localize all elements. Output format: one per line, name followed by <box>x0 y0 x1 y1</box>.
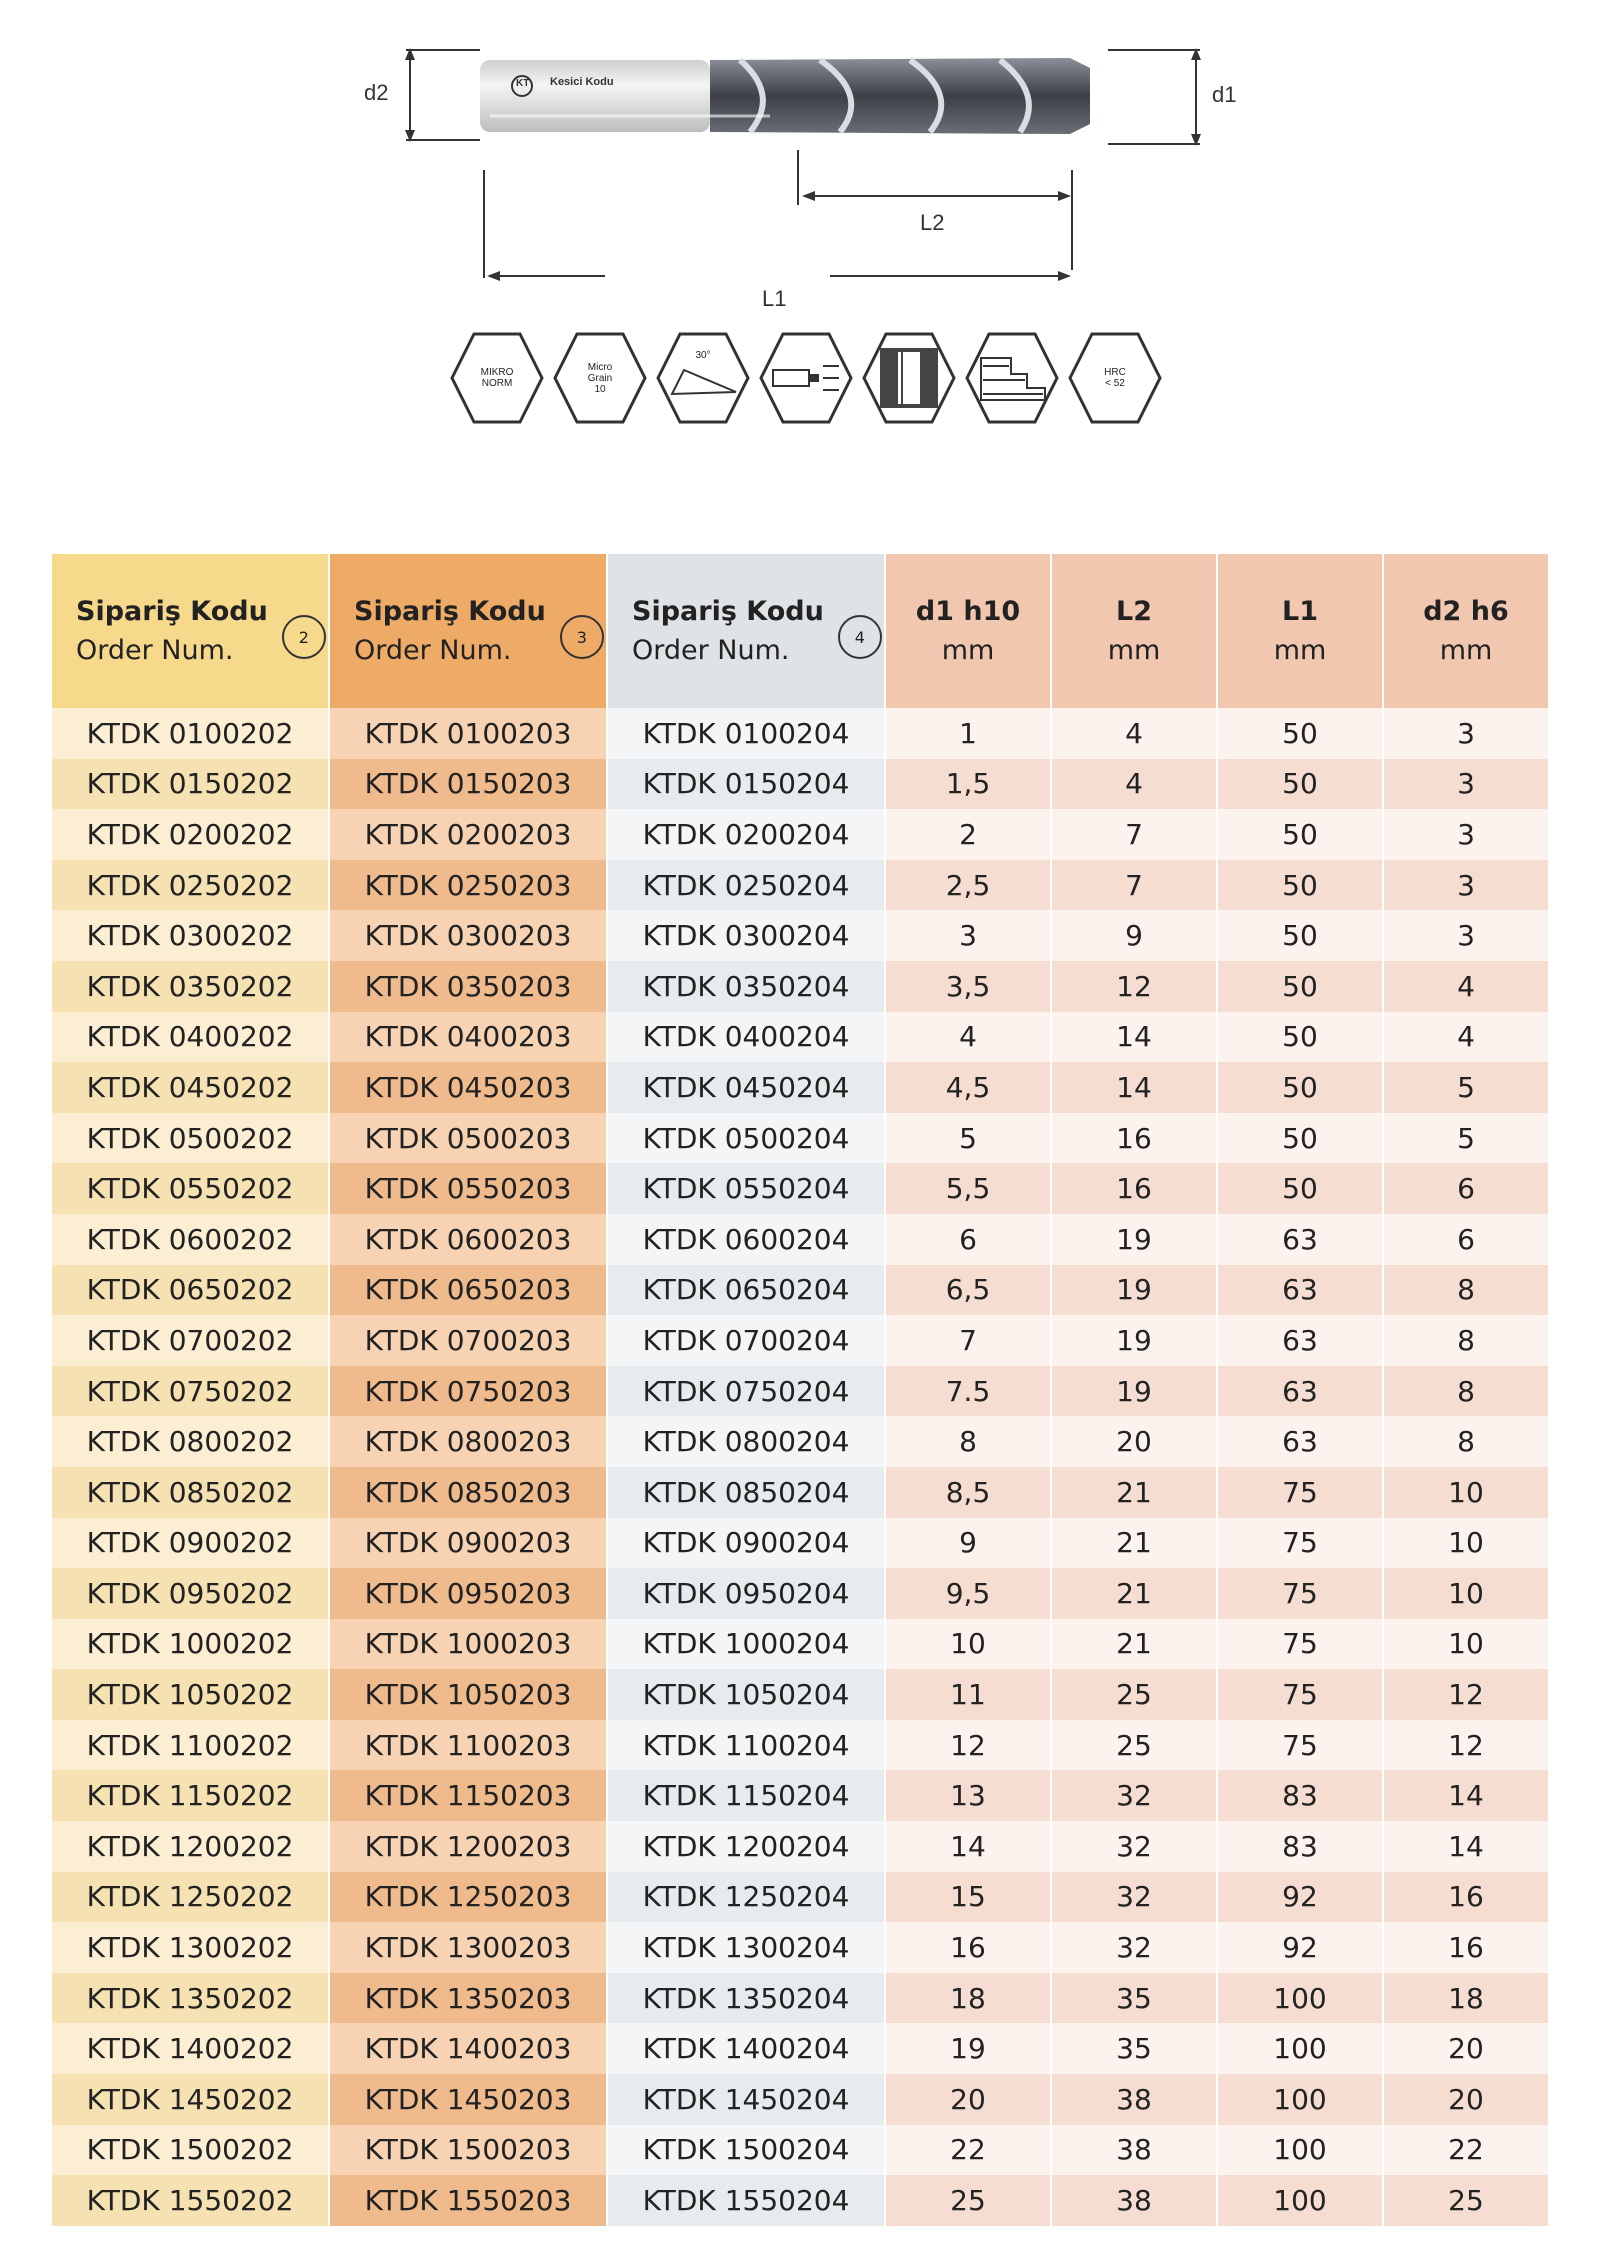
table-row <box>52 1113 1550 1164</box>
logo-text: KT <box>516 78 530 89</box>
table-row <box>52 1062 1550 1113</box>
table-row <box>52 1467 1550 1518</box>
d2-cell: 3 <box>1384 708 1550 759</box>
l2-cell: 14 <box>1052 1012 1218 1063</box>
table-row <box>52 910 1550 961</box>
order-num-2-cell: KTDK 0400202 <box>52 1012 330 1063</box>
order-num-3-cell: KTDK 1400203 <box>330 2023 608 2074</box>
header-d2: d2 h6 mm <box>1384 554 1550 708</box>
order-num-2-cell: KTDK 1350202 <box>52 1973 330 2024</box>
order-num-3-cell: KTDK 1250203 <box>330 1872 608 1923</box>
l2-cell: 16 <box>1052 1113 1218 1164</box>
d1-cell: 20 <box>886 2074 1052 2125</box>
order-num-2-cell: KTDK 1500202 <box>52 2125 330 2176</box>
d2-cell: 8 <box>1384 1416 1550 1467</box>
order-num-4-cell: KTDK 1250204 <box>608 1872 886 1923</box>
order-num-4-cell: KTDK 0700204 <box>608 1315 886 1366</box>
l1-cell: 75 <box>1218 1669 1384 1720</box>
l1-cell: 63 <box>1218 1214 1384 1265</box>
d1-cell: 11 <box>886 1669 1052 1720</box>
order-num-2-cell: KTDK 0750202 <box>52 1366 330 1417</box>
d1-cell: 22 <box>886 2125 1052 2176</box>
order-num-4-cell: KTDK 1100204 <box>608 1720 886 1771</box>
order-num-2-cell: KTDK 1100202 <box>52 1720 330 1771</box>
table-row <box>52 2175 1550 2226</box>
order-num-3-cell: KTDK 0200203 <box>330 809 608 860</box>
l2-cell: 32 <box>1052 1821 1218 1872</box>
order-num-3-cell: KTDK 1150203 <box>330 1770 608 1821</box>
table-header-row <box>52 554 1550 708</box>
order-num-2-cell: KTDK 0250202 <box>52 860 330 911</box>
table-row <box>52 1366 1550 1417</box>
table-row <box>52 1821 1550 1872</box>
d2-cell: 6 <box>1384 1163 1550 1214</box>
l2-cell: 35 <box>1052 2023 1218 2074</box>
l1-cell: 100 <box>1218 2175 1384 2226</box>
order-num-4-cell: KTDK 1300204 <box>608 1922 886 1973</box>
order-num-2-cell: KTDK 0800202 <box>52 1416 330 1467</box>
order-num-2-cell: KTDK 0950202 <box>52 1568 330 1619</box>
l1-cell: 50 <box>1218 1012 1384 1063</box>
l2-cell: 25 <box>1052 1669 1218 1720</box>
order-num-4-cell: KTDK 0450204 <box>608 1062 886 1113</box>
l1-cell: 50 <box>1218 1163 1384 1214</box>
l1-cell: 92 <box>1218 1872 1384 1923</box>
l1-cell: 50 <box>1218 759 1384 810</box>
order-num-3-cell: KTDK 1100203 <box>330 1720 608 1771</box>
l1-cell: 75 <box>1218 1568 1384 1619</box>
d1-cell: 2 <box>886 809 1052 860</box>
d1-cell: 12 <box>886 1720 1052 1771</box>
table-row <box>52 961 1550 1012</box>
order-num-4-cell: KTDK 0400204 <box>608 1012 886 1063</box>
order-num-3-cell: KTDK 0700203 <box>330 1315 608 1366</box>
l1-cell: 50 <box>1218 708 1384 759</box>
d1-cell: 9 <box>886 1518 1052 1569</box>
l2-cell: 20 <box>1052 1416 1218 1467</box>
d2-cell: 12 <box>1384 1720 1550 1771</box>
l2-cell: 19 <box>1052 1366 1218 1417</box>
d2-cell: 20 <box>1384 2074 1550 2125</box>
order-num-2-cell: KTDK 1550202 <box>52 2175 330 2226</box>
order-num-4-cell: KTDK 0600204 <box>608 1214 886 1265</box>
d1-cell: 1 <box>886 708 1052 759</box>
table-row <box>52 1973 1550 2024</box>
d2-cell: 16 <box>1384 1872 1550 1923</box>
order-num-4-cell: KTDK 0200204 <box>608 809 886 860</box>
l2-cell: 19 <box>1052 1214 1218 1265</box>
table-row <box>52 809 1550 860</box>
order-num-4-cell: KTDK 0900204 <box>608 1518 886 1569</box>
l1-cell: 100 <box>1218 2074 1384 2125</box>
l2-cell: 16 <box>1052 1163 1218 1214</box>
d1-cell: 10 <box>886 1619 1052 1670</box>
table-row <box>52 2074 1550 2125</box>
table-row <box>52 1163 1550 1214</box>
header-order-num-2: Sipariş Kodu Order Num. 2 <box>52 554 330 708</box>
order-num-3-cell: KTDK 0900203 <box>330 1518 608 1569</box>
l1-cell: 50 <box>1218 1062 1384 1113</box>
d1-cell: 9,5 <box>886 1568 1052 1619</box>
order-num-3-cell: KTDK 0100203 <box>330 708 608 759</box>
table-row <box>52 1315 1550 1366</box>
d2-label: d2 <box>364 80 389 105</box>
d1-cell: 6 <box>886 1214 1052 1265</box>
l2-cell: 32 <box>1052 1872 1218 1923</box>
l2-cell: 14 <box>1052 1062 1218 1113</box>
order-num-4-cell: KTDK 0750204 <box>608 1366 886 1417</box>
l2-cell: 38 <box>1052 2074 1218 2125</box>
order-num-3-cell: KTDK 0300203 <box>330 910 608 961</box>
table-row <box>52 759 1550 810</box>
l2-cell: 35 <box>1052 1973 1218 2024</box>
l1-cell: 75 <box>1218 1720 1384 1771</box>
order-num-4-cell: KTDK 0150204 <box>608 759 886 810</box>
micro-grain-icon: Micro Grain 10 <box>553 330 647 426</box>
l2-cell: 21 <box>1052 1467 1218 1518</box>
order-num-4-cell: KTDK 0950204 <box>608 1568 886 1619</box>
l1-cell: 63 <box>1218 1265 1384 1316</box>
d1-cell: 25 <box>886 2175 1052 2226</box>
d2-cell: 10 <box>1384 1568 1550 1619</box>
order-num-4-cell: KTDK 1200204 <box>608 1821 886 1872</box>
order-num-3-cell: KTDK 1350203 <box>330 1973 608 2024</box>
table-row <box>52 1265 1550 1316</box>
d1-cell: 7.5 <box>886 1366 1052 1417</box>
order-num-3-cell: KTDK 0250203 <box>330 860 608 911</box>
order-num-4-cell: KTDK 0650204 <box>608 1265 886 1316</box>
order-num-3-cell: KTDK 0400203 <box>330 1012 608 1063</box>
table-row <box>52 2023 1550 2074</box>
d2-cell: 4 <box>1384 961 1550 1012</box>
d2-cell: 12 <box>1384 1669 1550 1720</box>
d1-cell: 16 <box>886 1922 1052 1973</box>
l1-cell: 50 <box>1218 1113 1384 1164</box>
order-num-3-cell: KTDK 1500203 <box>330 2125 608 2176</box>
header-d1: d1 h10 mm <box>886 554 1052 708</box>
order-num-3-cell: KTDK 0150203 <box>330 759 608 810</box>
order-num-4-cell: KTDK 0500204 <box>608 1113 886 1164</box>
order-num-2-cell: KTDK 0350202 <box>52 961 330 1012</box>
shank-brand-text: Kesici Kodu <box>550 76 614 88</box>
order-num-2-cell: KTDK 0300202 <box>52 910 330 961</box>
l2-cell: 32 <box>1052 1770 1218 1821</box>
d2-cell: 18 <box>1384 1973 1550 2024</box>
d1-label: d1 <box>1212 82 1237 107</box>
d1-cell: 2,5 <box>886 860 1052 911</box>
l1-cell: 50 <box>1218 961 1384 1012</box>
hardness-icon: HRC < 52 <box>1068 330 1162 426</box>
table-row <box>52 1872 1550 1923</box>
order-num-4-cell: KTDK 1550204 <box>608 2175 886 2226</box>
order-num-2-cell: KTDK 0650202 <box>52 1265 330 1316</box>
order-num-2-cell: KTDK 1250202 <box>52 1872 330 1923</box>
d1-cell: 8,5 <box>886 1467 1052 1518</box>
d2-cell: 10 <box>1384 1518 1550 1569</box>
order-num-2-cell: KTDK 1200202 <box>52 1821 330 1872</box>
order-num-3-cell: KTDK 0600203 <box>330 1214 608 1265</box>
order-num-3-cell: KTDK 0500203 <box>330 1113 608 1164</box>
order-num-4-cell: KTDK 0300204 <box>608 910 886 961</box>
d1-cell: 5,5 <box>886 1163 1052 1214</box>
l2-cell: 7 <box>1052 860 1218 911</box>
l2-cell: 38 <box>1052 2175 1218 2226</box>
l1-cell: 75 <box>1218 1619 1384 1670</box>
d2-cell: 20 <box>1384 2023 1550 2074</box>
header-l1: L1 mm <box>1218 554 1384 708</box>
d2-cell: 16 <box>1384 1922 1550 1973</box>
order-num-3-cell: KTDK 0750203 <box>330 1366 608 1417</box>
table-row <box>52 1568 1550 1619</box>
badge-4: 4 <box>838 615 882 659</box>
l2-cell: 12 <box>1052 961 1218 1012</box>
d2-cell: 8 <box>1384 1315 1550 1366</box>
order-num-3-cell: KTDK 0650203 <box>330 1265 608 1316</box>
tool-shank <box>480 60 710 132</box>
d1-cell: 1,5 <box>886 759 1052 810</box>
end-mill-diagram <box>350 20 1250 320</box>
d1-cell: 8 <box>886 1416 1052 1467</box>
order-num-4-cell: KTDK 0800204 <box>608 1416 886 1467</box>
l1-cell: 63 <box>1218 1366 1384 1417</box>
table-row <box>52 1619 1550 1670</box>
coating-icon <box>759 330 853 426</box>
order-num-4-cell: KTDK 0100204 <box>608 708 886 759</box>
d2-cell: 5 <box>1384 1062 1550 1113</box>
helix-angle-icon: 30° <box>656 330 750 426</box>
order-num-2-cell: KTDK 0900202 <box>52 1518 330 1569</box>
order-num-2-cell: KTDK 1000202 <box>52 1619 330 1670</box>
d1-cell: 14 <box>886 1821 1052 1872</box>
order-num-3-cell: KTDK 0550203 <box>330 1163 608 1214</box>
header-l2: L2 mm <box>1052 554 1218 708</box>
order-num-3-cell: KTDK 0350203 <box>330 961 608 1012</box>
l1-cell: 50 <box>1218 910 1384 961</box>
d2-cell: 4 <box>1384 1012 1550 1063</box>
l2-cell: 19 <box>1052 1315 1218 1366</box>
order-num-2-cell: KTDK 0100202 <box>52 708 330 759</box>
order-num-4-cell: KTDK 0350204 <box>608 961 886 1012</box>
d2-cell: 10 <box>1384 1467 1550 1518</box>
l2-cell: 21 <box>1052 1568 1218 1619</box>
l1-cell: 92 <box>1218 1922 1384 1973</box>
badge-2: 2 <box>282 615 326 659</box>
l2-cell: 4 <box>1052 759 1218 810</box>
order-num-2-cell: KTDK 1450202 <box>52 2074 330 2125</box>
order-num-3-cell: KTDK 1450203 <box>330 2074 608 2125</box>
l1-cell: 75 <box>1218 1467 1384 1518</box>
d2-cell: 3 <box>1384 759 1550 810</box>
order-num-2-cell: KTDK 0500202 <box>52 1113 330 1164</box>
d2-cell: 22 <box>1384 2125 1550 2176</box>
table-row <box>52 708 1550 759</box>
order-num-2-cell: KTDK 1150202 <box>52 1770 330 1821</box>
l1-cell: 100 <box>1218 1973 1384 2024</box>
order-num-4-cell: KTDK 0250204 <box>608 860 886 911</box>
order-num-4-cell: KTDK 1350204 <box>608 1973 886 2024</box>
order-num-2-cell: KTDK 0700202 <box>52 1315 330 1366</box>
order-num-3-cell: KTDK 1300203 <box>330 1922 608 1973</box>
order-num-4-cell: KTDK 0850204 <box>608 1467 886 1518</box>
header-order-num-4: Sipariş Kodu Order Num. 4 <box>608 554 886 708</box>
order-num-3-cell: KTDK 0800203 <box>330 1416 608 1467</box>
l2-cell: 4 <box>1052 708 1218 759</box>
order-number-table <box>52 554 1550 2226</box>
order-num-3-cell: KTDK 1000203 <box>330 1619 608 1670</box>
table-row <box>52 1214 1550 1265</box>
l1-label: L1 <box>762 286 787 311</box>
l1-cell: 83 <box>1218 1821 1384 1872</box>
micro-norm-icon: MIKRO NORM <box>450 330 544 426</box>
l2-cell: 7 <box>1052 809 1218 860</box>
d2-cell: 3 <box>1384 910 1550 961</box>
order-num-4-cell: KTDK 1150204 <box>608 1770 886 1821</box>
d2-cell: 14 <box>1384 1770 1550 1821</box>
table-row <box>52 1922 1550 1973</box>
l1-cell: 75 <box>1218 1518 1384 1569</box>
table-row <box>52 1518 1550 1569</box>
l1-cell: 63 <box>1218 1416 1384 1467</box>
order-num-3-cell: KTDK 0950203 <box>330 1568 608 1619</box>
order-num-4-cell: KTDK 1400204 <box>608 2023 886 2074</box>
d2-cell: 25 <box>1384 2175 1550 2226</box>
l2-cell: 9 <box>1052 910 1218 961</box>
l1-cell: 100 <box>1218 2125 1384 2176</box>
l2-cell: 25 <box>1052 1720 1218 1771</box>
table-body <box>52 708 1550 2226</box>
order-num-2-cell: KTDK 1300202 <box>52 1922 330 1973</box>
order-num-2-cell: KTDK 0200202 <box>52 809 330 860</box>
order-num-4-cell: KTDK 0550204 <box>608 1163 886 1214</box>
table-row <box>52 1416 1550 1467</box>
table-row <box>52 1720 1550 1771</box>
d1-cell: 15 <box>886 1872 1052 1923</box>
l1-cell: 100 <box>1218 2023 1384 2074</box>
order-num-4-cell: KTDK 1000204 <box>608 1619 886 1670</box>
order-num-4-cell: KTDK 1450204 <box>608 2074 886 2125</box>
order-num-4-cell: KTDK 1050204 <box>608 1669 886 1720</box>
d1-cell: 3,5 <box>886 961 1052 1012</box>
d1-cell: 5 <box>886 1113 1052 1164</box>
order-num-2-cell: KTDK 1400202 <box>52 2023 330 2074</box>
l2-cell: 21 <box>1052 1619 1218 1670</box>
table-row <box>52 1770 1550 1821</box>
flute-count-icon <box>862 330 956 426</box>
tool-flutes <box>710 58 1090 134</box>
order-num-3-cell: KTDK 1200203 <box>330 1821 608 1872</box>
d2-cell: 8 <box>1384 1265 1550 1316</box>
d1-cell: 4 <box>886 1012 1052 1063</box>
d1-cell: 19 <box>886 2023 1052 2074</box>
badge-3: 3 <box>560 615 604 659</box>
d2-cell: 10 <box>1384 1619 1550 1670</box>
order-num-3-cell: KTDK 0450203 <box>330 1062 608 1113</box>
table-row <box>52 1012 1550 1063</box>
d2-cell: 3 <box>1384 860 1550 911</box>
d1-cell: 6,5 <box>886 1265 1052 1316</box>
table-row <box>52 2125 1550 2176</box>
order-num-4-cell: KTDK 1500204 <box>608 2125 886 2176</box>
l1-cell: 50 <box>1218 860 1384 911</box>
order-num-2-cell: KTDK 0150202 <box>52 759 330 810</box>
l2-label: L2 <box>920 210 945 235</box>
d2-cell: 14 <box>1384 1821 1550 1872</box>
d1-cell: 13 <box>886 1770 1052 1821</box>
order-num-2-cell: KTDK 1050202 <box>52 1669 330 1720</box>
l2-cell: 19 <box>1052 1265 1218 1316</box>
order-num-3-cell: KTDK 0850203 <box>330 1467 608 1518</box>
d1-cell: 3 <box>886 910 1052 961</box>
stepped-icon <box>965 330 1059 426</box>
table-row <box>52 860 1550 911</box>
l2-cell: 21 <box>1052 1518 1218 1569</box>
header-order-num-3: Sipariş Kodu Order Num. 3 <box>330 554 608 708</box>
order-num-2-cell: KTDK 0450202 <box>52 1062 330 1113</box>
order-num-2-cell: KTDK 0600202 <box>52 1214 330 1265</box>
l1-cell: 63 <box>1218 1315 1384 1366</box>
d1-cell: 4,5 <box>886 1062 1052 1113</box>
d2-cell: 3 <box>1384 809 1550 860</box>
order-num-2-cell: KTDK 0550202 <box>52 1163 330 1214</box>
d1-cell: 18 <box>886 1973 1052 2024</box>
d2-cell: 5 <box>1384 1113 1550 1164</box>
l1-cell: 83 <box>1218 1770 1384 1821</box>
d2-cell: 8 <box>1384 1366 1550 1417</box>
l1-cell: 50 <box>1218 809 1384 860</box>
l2-cell: 32 <box>1052 1922 1218 1973</box>
d1-cell: 7 <box>886 1315 1052 1366</box>
order-num-3-cell: KTDK 1550203 <box>330 2175 608 2226</box>
order-num-2-cell: KTDK 0850202 <box>52 1467 330 1518</box>
d2-cell: 6 <box>1384 1214 1550 1265</box>
order-num-3-cell: KTDK 1050203 <box>330 1669 608 1720</box>
feature-icons <box>450 330 1170 430</box>
table-row <box>52 1669 1550 1720</box>
l2-cell: 38 <box>1052 2125 1218 2176</box>
